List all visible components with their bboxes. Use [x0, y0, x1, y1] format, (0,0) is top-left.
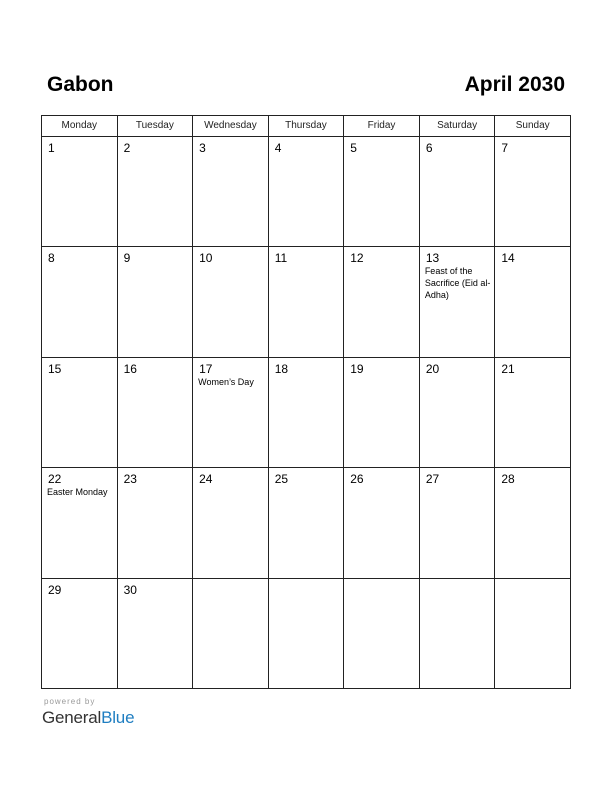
day-cell [268, 468, 344, 578]
day-number [193, 579, 268, 583]
powered-by-text: powered by [44, 697, 96, 706]
weekday-saturday: Saturday [419, 116, 495, 137]
day-cell [42, 247, 118, 357]
day-number: 8 [48, 251, 55, 266]
day-number: 15 [48, 361, 62, 376]
day-cell [344, 578, 420, 688]
day-cell [42, 578, 118, 688]
week-row [42, 357, 571, 467]
month-title: April 2030 [464, 73, 565, 96]
day-cell [268, 578, 344, 688]
day-cell [117, 137, 193, 247]
day-number: 14 [501, 251, 515, 266]
day-number [495, 579, 570, 583]
day-number: 20 [425, 361, 440, 376]
day-number: 21 [501, 361, 515, 376]
day-number: 6 [425, 141, 433, 155]
day-number: 4 [274, 141, 282, 155]
day-cell [193, 247, 269, 357]
day-number: 26 [350, 472, 364, 487]
weekday-wednesday: Wednesday [193, 116, 269, 137]
day-cell [268, 137, 344, 247]
holiday-label: Women’s Day [198, 376, 254, 387]
country-title: Gabon [47, 73, 114, 96]
day-number: 10 [199, 251, 213, 266]
day-cell [344, 357, 420, 467]
day-number [269, 579, 344, 583]
day-cell [268, 357, 344, 467]
weekday-monday: Monday [42, 116, 118, 137]
calendar-grid [41, 115, 571, 689]
day-number: 30 [123, 582, 137, 597]
day-cell [419, 247, 495, 357]
day-number: 5 [350, 141, 357, 155]
weekday-friday: Friday [344, 116, 420, 137]
day-number: 13 [425, 251, 440, 266]
day-number: 27 [425, 472, 440, 487]
week-row [42, 578, 571, 688]
day-number: 23 [123, 472, 137, 487]
day-number [344, 579, 419, 583]
day-cell [419, 468, 495, 578]
day-cell [42, 137, 118, 247]
day-number: 24 [199, 472, 213, 487]
day-cell [193, 357, 269, 467]
day-cell [419, 578, 495, 688]
calendar-header [47, 72, 565, 98]
day-number: 19 [350, 361, 364, 376]
day-cell [117, 578, 193, 688]
day-cell [117, 247, 193, 357]
weekday-header-row [42, 116, 571, 137]
day-cell [42, 357, 118, 467]
holiday-label: Feast of the Sacrifice (Eid al-Adha) [424, 266, 491, 301]
day-cell [268, 247, 344, 357]
day-cell [419, 357, 495, 467]
weekday-sunday: Sunday [495, 116, 571, 137]
generalblue-branding[interactable] [42, 696, 134, 728]
day-cell [495, 247, 571, 357]
day-cell [344, 137, 420, 247]
day-number: 1 [48, 141, 55, 155]
day-cell [495, 468, 571, 578]
weekday-tuesday: Tuesday [117, 116, 193, 137]
day-number: 25 [274, 472, 289, 487]
day-number: 3 [199, 141, 206, 155]
day-number: 29 [48, 582, 62, 597]
day-cell [117, 468, 193, 578]
day-number: 11 [274, 251, 288, 266]
week-row [42, 247, 571, 357]
week-row [42, 137, 571, 247]
day-number: 18 [274, 361, 289, 376]
day-number: 28 [501, 472, 515, 487]
day-cell [193, 578, 269, 688]
holiday-label: Easter Monday [47, 487, 108, 498]
week-row [42, 468, 571, 578]
brand-general-text: General [42, 708, 102, 727]
day-number: 17 [199, 361, 213, 376]
day-number: 2 [123, 141, 131, 155]
day-cell [193, 468, 269, 578]
day-number: 22 [48, 472, 62, 487]
day-number: 9 [123, 251, 131, 266]
day-number: 12 [350, 251, 364, 266]
day-cell [344, 247, 420, 357]
day-number: 16 [123, 361, 137, 376]
day-cell [344, 468, 420, 578]
day-cell [495, 578, 571, 688]
day-cell [419, 137, 495, 247]
weekday-thursday: Thursday [268, 116, 344, 137]
day-cell [117, 357, 193, 467]
brand-blue-text: Blue [101, 708, 135, 727]
day-number: 7 [501, 141, 509, 155]
day-cell [495, 357, 571, 467]
day-number [420, 579, 495, 583]
generalblue-logo [42, 708, 134, 728]
day-cell [495, 137, 571, 247]
day-cell [193, 137, 269, 247]
day-cell [42, 468, 118, 578]
